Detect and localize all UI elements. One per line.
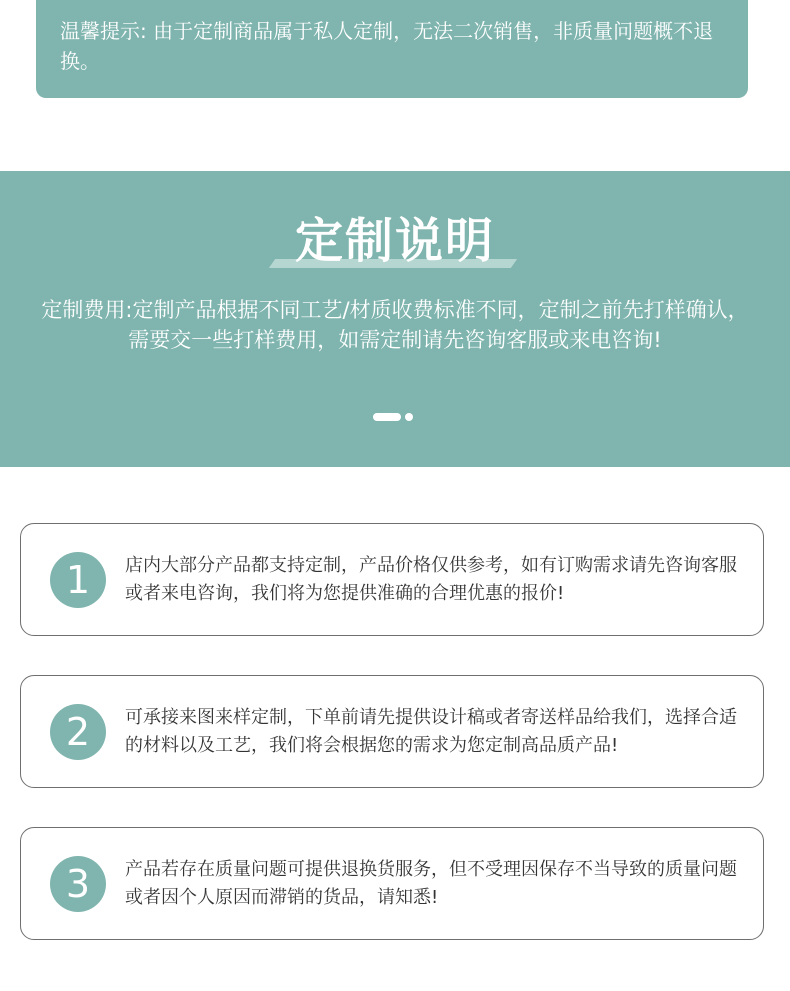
- info-card-text-2: 可承接来图来样定制，下单前请先提供设计稿或者寄送样品给我们，选择合适的材料以及工艺，我们将会根据您的需求为您定制高品质产品!: [125, 707, 737, 756]
- pager-dash: [373, 413, 401, 421]
- notice-text: 温馨提示: 由于定制商品属于私人定制，无法二次销售，非质量问题概不退换。: [60, 19, 714, 73]
- info-card-text-1: 店内大部分产品都支持定制，产品价格仅供参考，如有订购需求请先咨询客服或者来电咨询，我们将为您提供准确的合理优惠的报价!: [125, 555, 737, 604]
- pager-dot: [405, 413, 413, 421]
- notice-banner: [36, 0, 748, 98]
- info-card-text-3: 产品若存在质量问题可提供退换货服务，但不受理因保存不当导致的质量问题或者因个人原因而滞销的货品，请知悉!: [125, 859, 737, 908]
- number-badge-3: 3: [50, 856, 106, 912]
- info-card-2: [20, 675, 764, 788]
- number-badge-1: 1: [50, 552, 106, 608]
- banner-title: 定制说明: [294, 213, 495, 269]
- info-card-1: [20, 523, 764, 636]
- number-badge-2: 2: [50, 704, 106, 760]
- banner-description: 定制费用:定制产品根据不同工艺/材质收费标准不同，定制之前先打样确认，需要交一些打样费用，如需定制请先咨询客服或来电咨询!: [41, 298, 749, 352]
- customization-banner: [0, 171, 790, 467]
- info-card-3: [20, 827, 764, 940]
